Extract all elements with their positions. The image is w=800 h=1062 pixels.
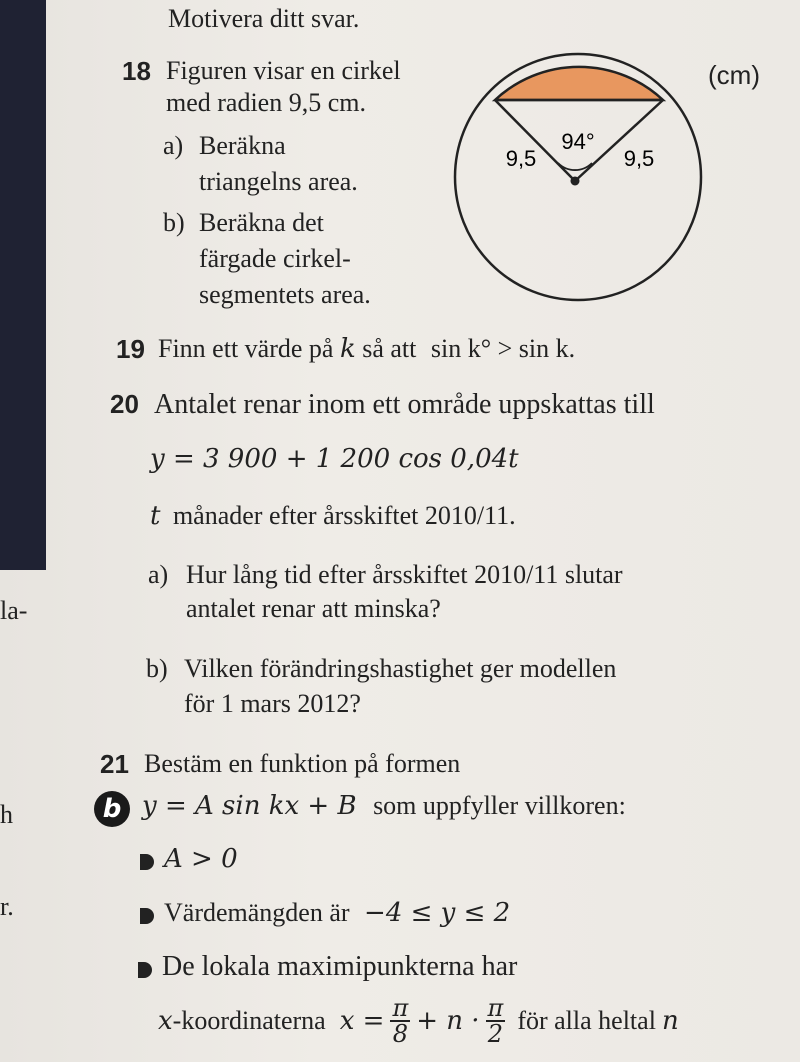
condition-2	[164, 898, 510, 928]
condition-1: A > 0	[164, 844, 238, 874]
problem-18a-line2: triangelns area.	[199, 167, 358, 196]
margin-fragment-la: la-	[0, 596, 28, 625]
problem-20a-label: a)	[148, 560, 169, 589]
fraction-pi-over-8	[390, 996, 410, 1046]
condition-2-text: Värdemängden är	[164, 898, 350, 927]
circle-segment-figure	[440, 50, 720, 310]
problem-18b-line2: färgade cirkel-	[199, 244, 351, 273]
problem-20-t-var: t	[150, 501, 161, 531]
problem-20b-label: b)	[146, 654, 168, 683]
problem-20a-line2: antalet renar att minska?	[186, 594, 441, 623]
problem-19-number: 19	[116, 334, 145, 364]
problem-21-text: Bestäm en funktion på formen	[144, 749, 461, 778]
fraction-2-denominator: 2	[487, 1020, 504, 1048]
condition-3-line1: De lokala maximipunkterna har	[162, 951, 518, 982]
problem-19-k: k	[339, 334, 356, 364]
margin-fragment-h: h	[0, 800, 13, 829]
condition-3-n: n	[661, 1006, 679, 1036]
problem-18b-line3: segmentets area.	[199, 280, 371, 309]
margin-fragment-r: r.	[0, 892, 14, 921]
problem-21-number: 21	[100, 749, 129, 779]
problem-20-t-line	[150, 501, 516, 531]
problem-20b-line1: Vilken förändringshastighet ger modellen	[184, 654, 617, 683]
problem-21-formula: y = A sin kx + B	[142, 791, 357, 821]
problem-20a-line1: Hur lång tid efter årsskiftet 2010/11 slutar	[186, 560, 623, 589]
problem-21-formula-line	[142, 791, 626, 821]
fraction-pi-over-2	[486, 996, 506, 1046]
condition-3-line2	[158, 996, 679, 1046]
unit-label: (cm)	[708, 60, 760, 90]
angle-label: 94°	[561, 129, 595, 154]
condition-3-plus-n: + n ·	[416, 1006, 480, 1036]
shaded-circle-segment	[495, 67, 663, 100]
condition-3-x: x	[158, 1006, 173, 1036]
problem-18-line1: Figuren visar en cirkel	[166, 56, 401, 85]
side-label-left: 9,5	[505, 146, 537, 171]
fraction-1-denominator: 8	[392, 1020, 408, 1048]
problem-18b-line1: Beräkna det	[199, 208, 324, 237]
problem-19-text-a: Finn ett värde på	[158, 334, 334, 363]
problem-19-inequality: sin k° > sin k.	[430, 334, 576, 363]
fraction-1-numerator: π	[392, 994, 409, 1022]
condition-3-tail: för alla heltal	[517, 1006, 656, 1035]
side-label-right: 9,5	[623, 146, 655, 171]
page-edge-shadow	[0, 0, 46, 570]
problem-20-formula: y = 3 900 + 1 200 cos 0,04t	[150, 444, 519, 474]
problem-21-text2: som uppfyller villkoren:	[373, 791, 626, 820]
problem-18-number: 18	[122, 56, 151, 86]
difficulty-b-badge: b	[94, 791, 130, 827]
problem-18-line2: med radien 9,5 cm.	[166, 88, 366, 117]
problem-20-number: 20	[110, 389, 139, 419]
condition-2-math: −4 ≤ y ≤ 2	[364, 898, 511, 928]
problem-20-t-text: månader efter årsskiftet 2010/11.	[172, 501, 516, 530]
problem-18a-label: a)	[163, 131, 184, 160]
problem-19-text	[158, 334, 575, 364]
fraction-2-numerator: π	[487, 994, 504, 1022]
problem-20-text: Antalet renar inom ett område uppskattas till	[154, 389, 655, 420]
center-point	[571, 177, 580, 186]
motivate-answer-text: Motivera ditt svar.	[168, 4, 360, 33]
condition-3-text: -koordinaterna	[172, 1006, 326, 1035]
problem-18b-label: b)	[163, 208, 185, 237]
problem-19-text-b: så att	[362, 334, 417, 363]
problem-20b-line2: för 1 mars 2012?	[184, 689, 361, 718]
problem-18a-line1: Beräkna	[199, 131, 286, 160]
condition-3-eq: x =	[339, 1006, 385, 1036]
